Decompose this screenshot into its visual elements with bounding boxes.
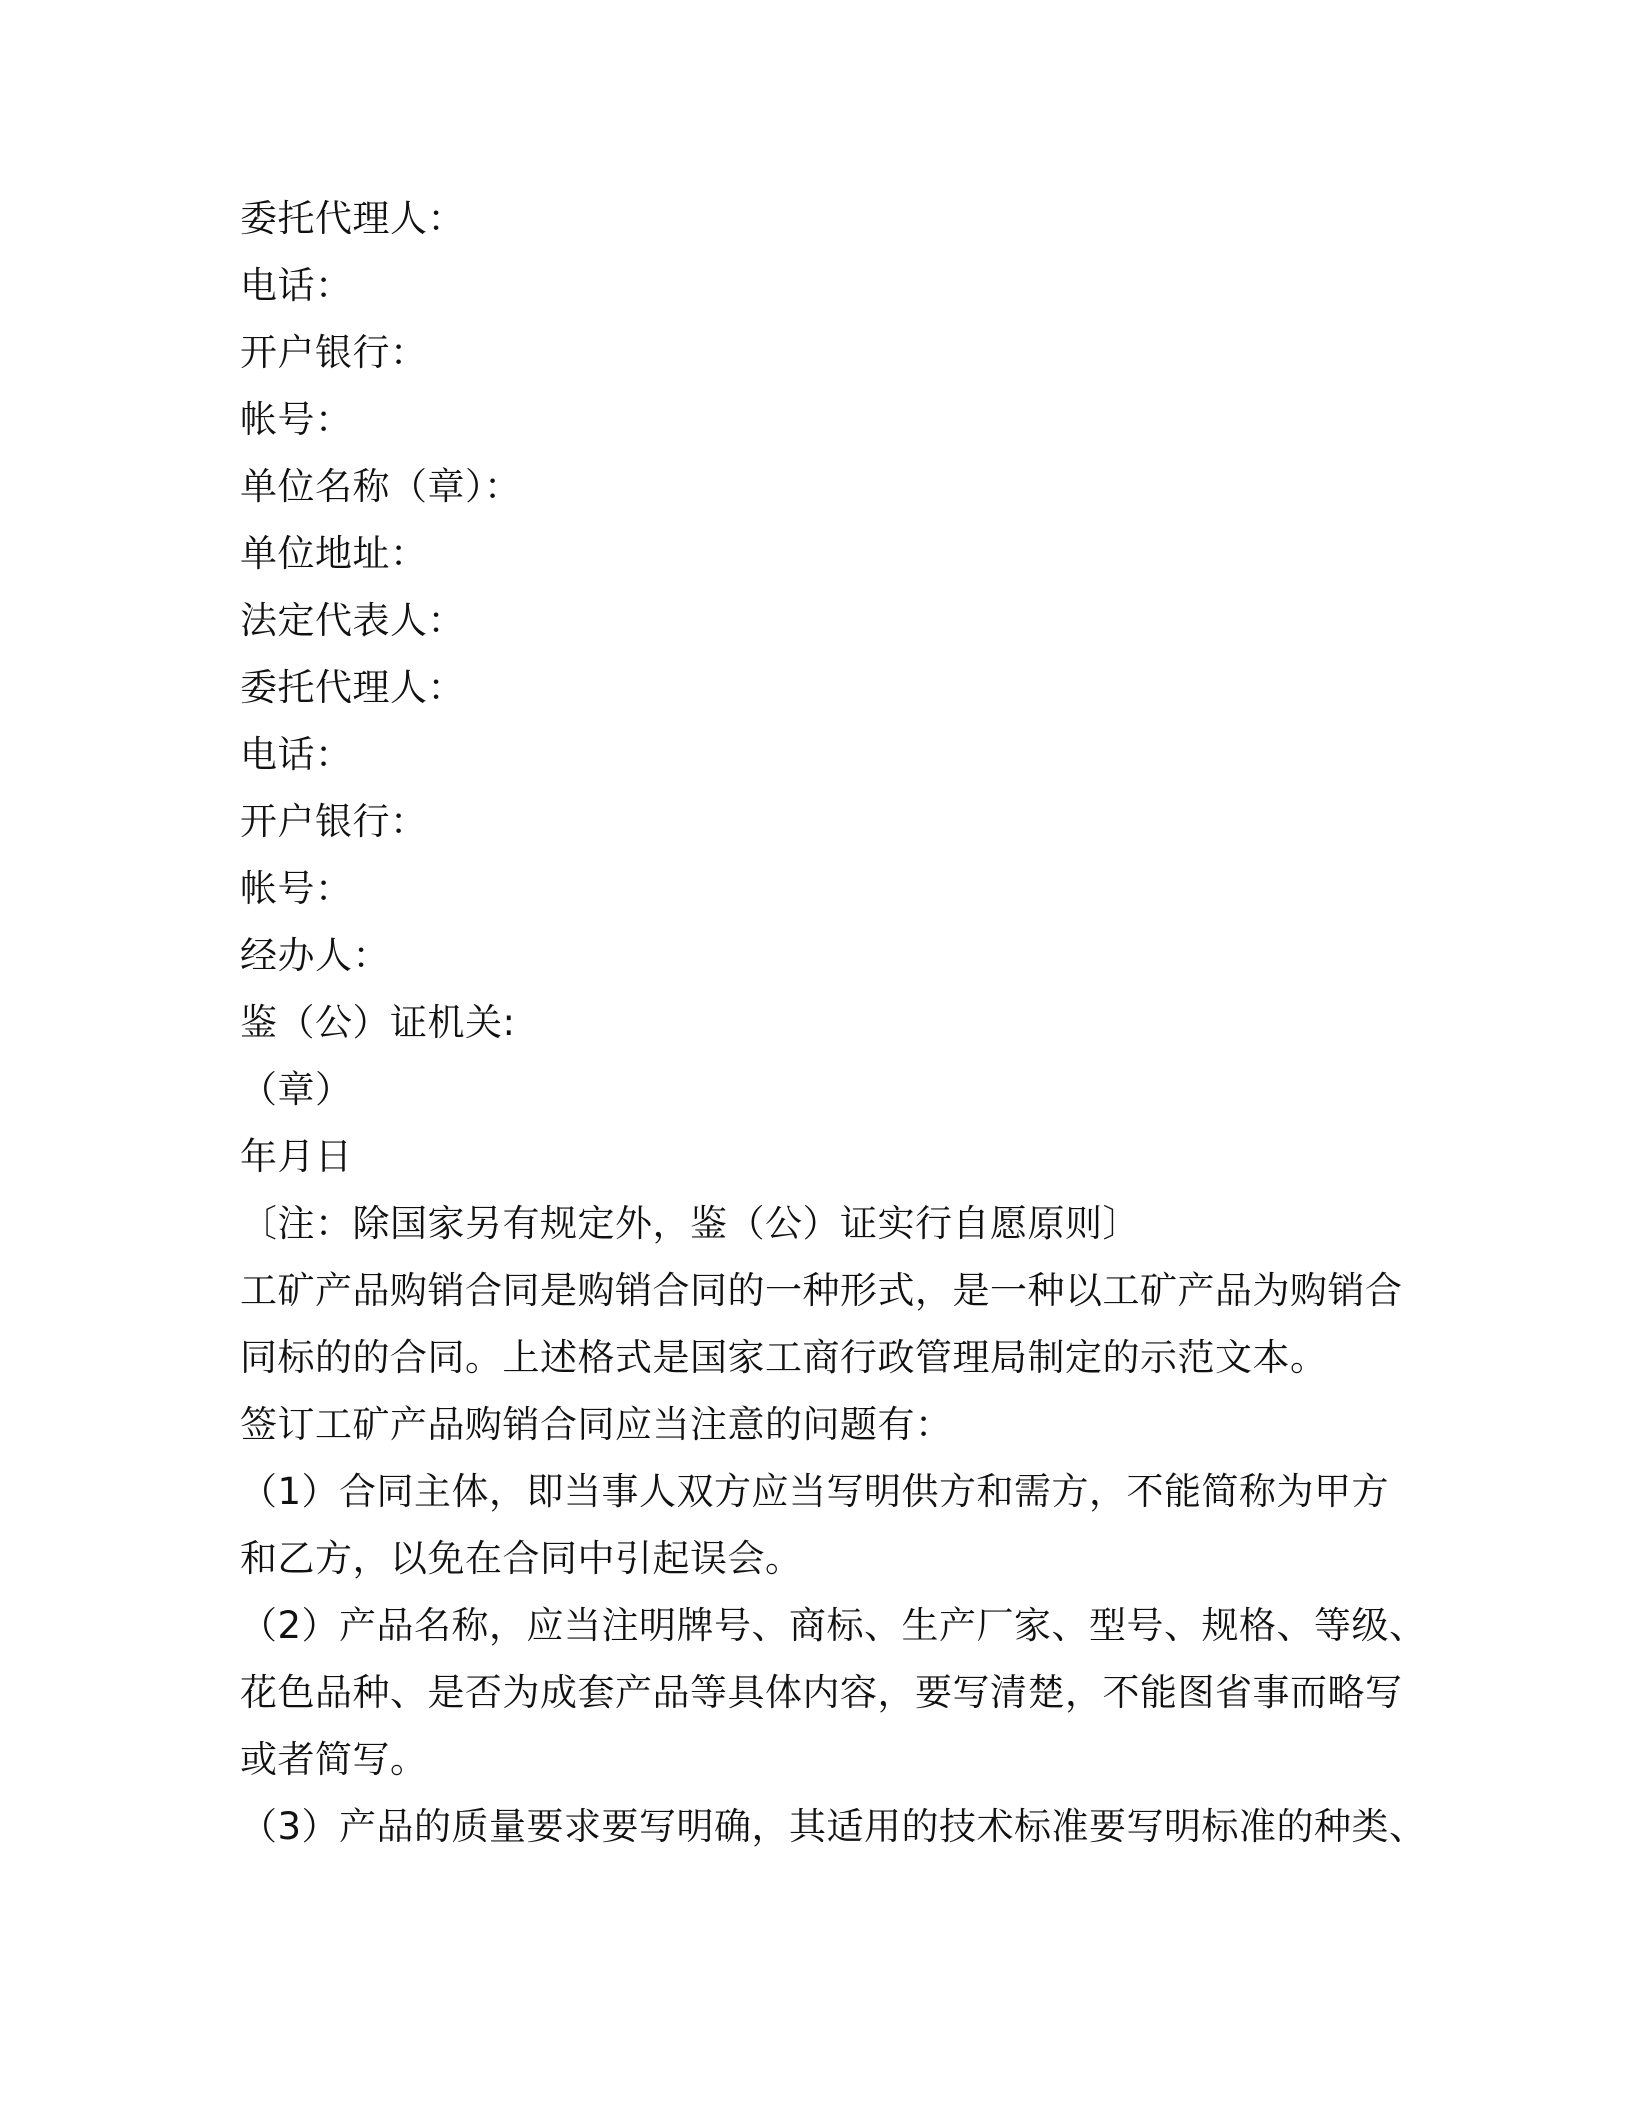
field-date: 年月日 [240,1135,353,1178]
paragraph-item-3 [240,1793,1427,1860]
paragraph-line: （2）产品名称，应当注明牌号、商标、生产厂家、型号、规格、等级、 [240,1604,1427,1647]
paragraph-line: 工矿产品购销合同是购销合同的一种形式，是一种以工矿产品为购销合 [240,1269,1403,1312]
field-bank: 开户银行： [240,331,428,374]
field-account-2: 帐号： [240,867,353,910]
field-handler: 经办人： [240,934,390,977]
field-unit-name: 单位名称（章）： [240,465,522,508]
field-seal: （章） [240,1068,353,1111]
paragraph-intro [240,1257,1403,1391]
field-unit-address: 单位地址： [240,532,428,575]
field-agent-2: 委托代理人： [240,666,465,709]
paragraph-item-2 [240,1592,1427,1793]
note-line: 〔注：除国家另有规定外，鉴（公）证实行自愿原则〕 [240,1202,1140,1245]
field-account: 帐号： [240,398,353,441]
field-phone-2: 电话： [240,733,353,776]
paragraph-issues-heading [240,1391,1400,1458]
paragraph-line: （1）合同主体，即当事人双方应当写明供方和需方，不能简称为甲方 [240,1470,1390,1513]
field-legal-representative: 法定代表人： [240,599,465,642]
paragraph-line: （3）产品的质量要求要写明确，其适用的技术标准要写明标准的种类、 [240,1805,1427,1848]
paragraph-line: 同标的的合同。上述格式是国家工商行政管理局制定的示范文本。 [240,1336,1328,1379]
paragraph-line: 花色品种、是否为成套产品等具体内容，要写清楚，不能图省事而略写 [240,1671,1403,1714]
field-notary-authority: 鉴（公）证机关: [240,1001,516,1044]
paragraph-line: 和乙方，以免在合同中引起误会。 [240,1537,803,1580]
document-body [240,185,1427,1860]
field-agent: 委托代理人： [240,197,465,240]
paragraph-line: 或者简写。 [240,1738,428,1781]
paragraph-line: 签订工矿产品购销合同应当注意的问题有： [240,1403,953,1446]
field-phone: 电话： [240,264,353,307]
paragraph-item-1 [240,1458,1400,1592]
field-bank-2: 开户银行： [240,800,428,843]
